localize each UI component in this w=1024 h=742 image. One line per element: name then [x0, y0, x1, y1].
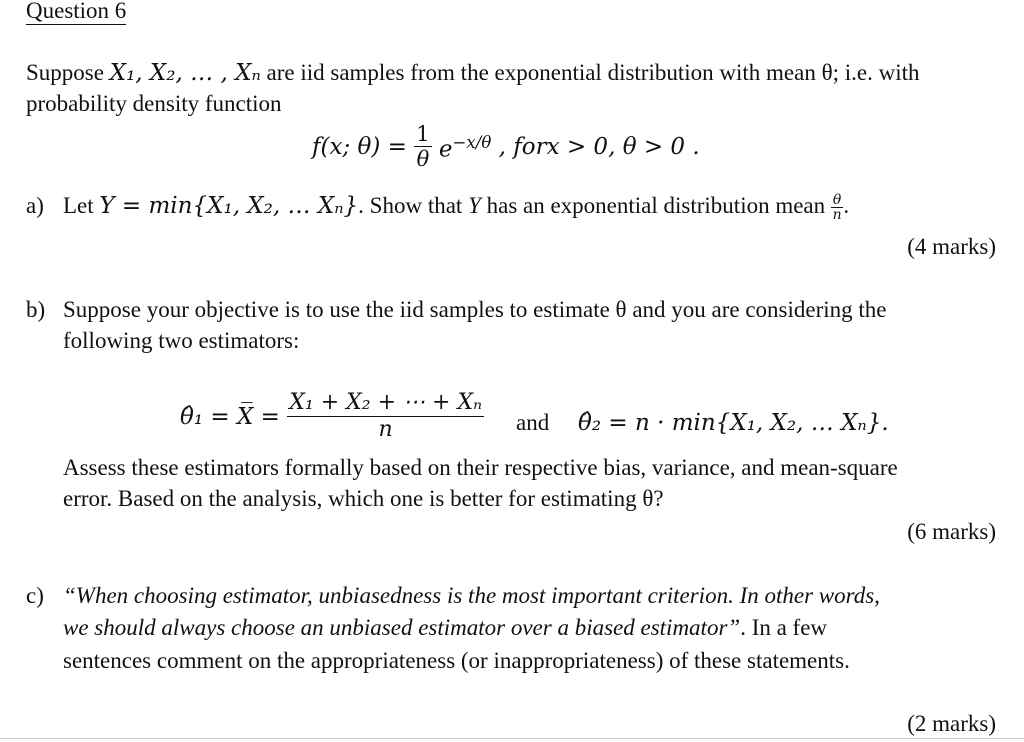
part-c-line-2-rest: . In a few [740, 615, 828, 640]
estimator-1 [180, 390, 484, 452]
part-a-fraction [831, 193, 843, 222]
pdf-frac-num: 1 [416, 122, 430, 146]
pdf-formula [312, 122, 700, 182]
part-b-line-2: following two estimators: [63, 328, 300, 353]
estimator-1-lhs: θ̂₁ = X̅ = [180, 403, 280, 430]
part-a-marks: (4 marks) [907, 234, 996, 259]
pdf-frac-den: θ [416, 147, 430, 171]
estimator-1-num: X₁ + X₂ + ⋯ + Xₙ [289, 390, 483, 415]
part-a-mid: . Show that [358, 193, 463, 218]
bottom-divider [0, 738, 1024, 739]
intro-line-1 [26, 60, 919, 86]
intro-suppose: Suppose [26, 60, 104, 85]
question-title: Question 6 [26, 0, 127, 23]
part-c-marks: (2 marks) [907, 711, 996, 736]
part-a-frac-num: θ [832, 192, 842, 209]
part-a-pre: Let [63, 193, 94, 218]
part-b-line-4: error. Based on the analysis, which one is better for estimating θ? [63, 486, 664, 511]
intro-rest: are iid samples from the exponential distribution with mean θ; i.e. with [266, 60, 920, 85]
pdf-lhs: f(x; θ) = [312, 133, 407, 160]
pdf-exp-base: e [438, 136, 453, 163]
pdf-exp-power: −x/θ [452, 133, 492, 153]
part-a-text [63, 193, 849, 222]
part-b-label: b) [26, 297, 46, 322]
part-c-line-2 [63, 615, 827, 641]
part-b-marks: (6 marks) [907, 519, 996, 544]
intro-samples: X₁, X₂, … , Xₙ [109, 60, 261, 86]
pdf-exp [439, 130, 491, 163]
part-a-var: Y [468, 193, 481, 218]
part-b-line-3: Assess these estimators formally based on their respective bias, variance, and mean-square [63, 455, 898, 480]
pdf-condition: , forx > 0, θ > 0 . [498, 133, 700, 160]
intro-line-2: probability density function [26, 91, 282, 116]
part-c-quote-1: “When choosing estimator, unbiasedness is the most important criterion. In other words, [63, 583, 880, 608]
estimator-1-den: n [378, 417, 393, 442]
part-a-post: has an exponential distribution mean [486, 193, 826, 218]
estimator-and: and [516, 410, 550, 435]
pdf-fraction [414, 122, 431, 171]
part-a-end: . [843, 193, 850, 218]
part-b-line-1: Suppose your objective is to use the iid samples to estimate θ and you are considering the [63, 297, 887, 322]
part-a-label: a) [26, 193, 44, 218]
estimator-1-fraction [287, 390, 484, 443]
part-c-line-3: sentences comment on the appropriateness (or inappropriateness) of these statements. [63, 648, 850, 673]
part-c-label: c) [26, 583, 44, 608]
part-a-def: Y = min{X₁, X₂, … Xₙ} [99, 193, 359, 219]
estimator-2: θ̂₂ = n · min{X₁, X₂, … Xₙ}. [578, 410, 889, 436]
part-a-frac-den: n [832, 207, 842, 224]
part-c-quote-2: we should always choose an unbiased estimator over a biased estimator” [63, 615, 741, 640]
